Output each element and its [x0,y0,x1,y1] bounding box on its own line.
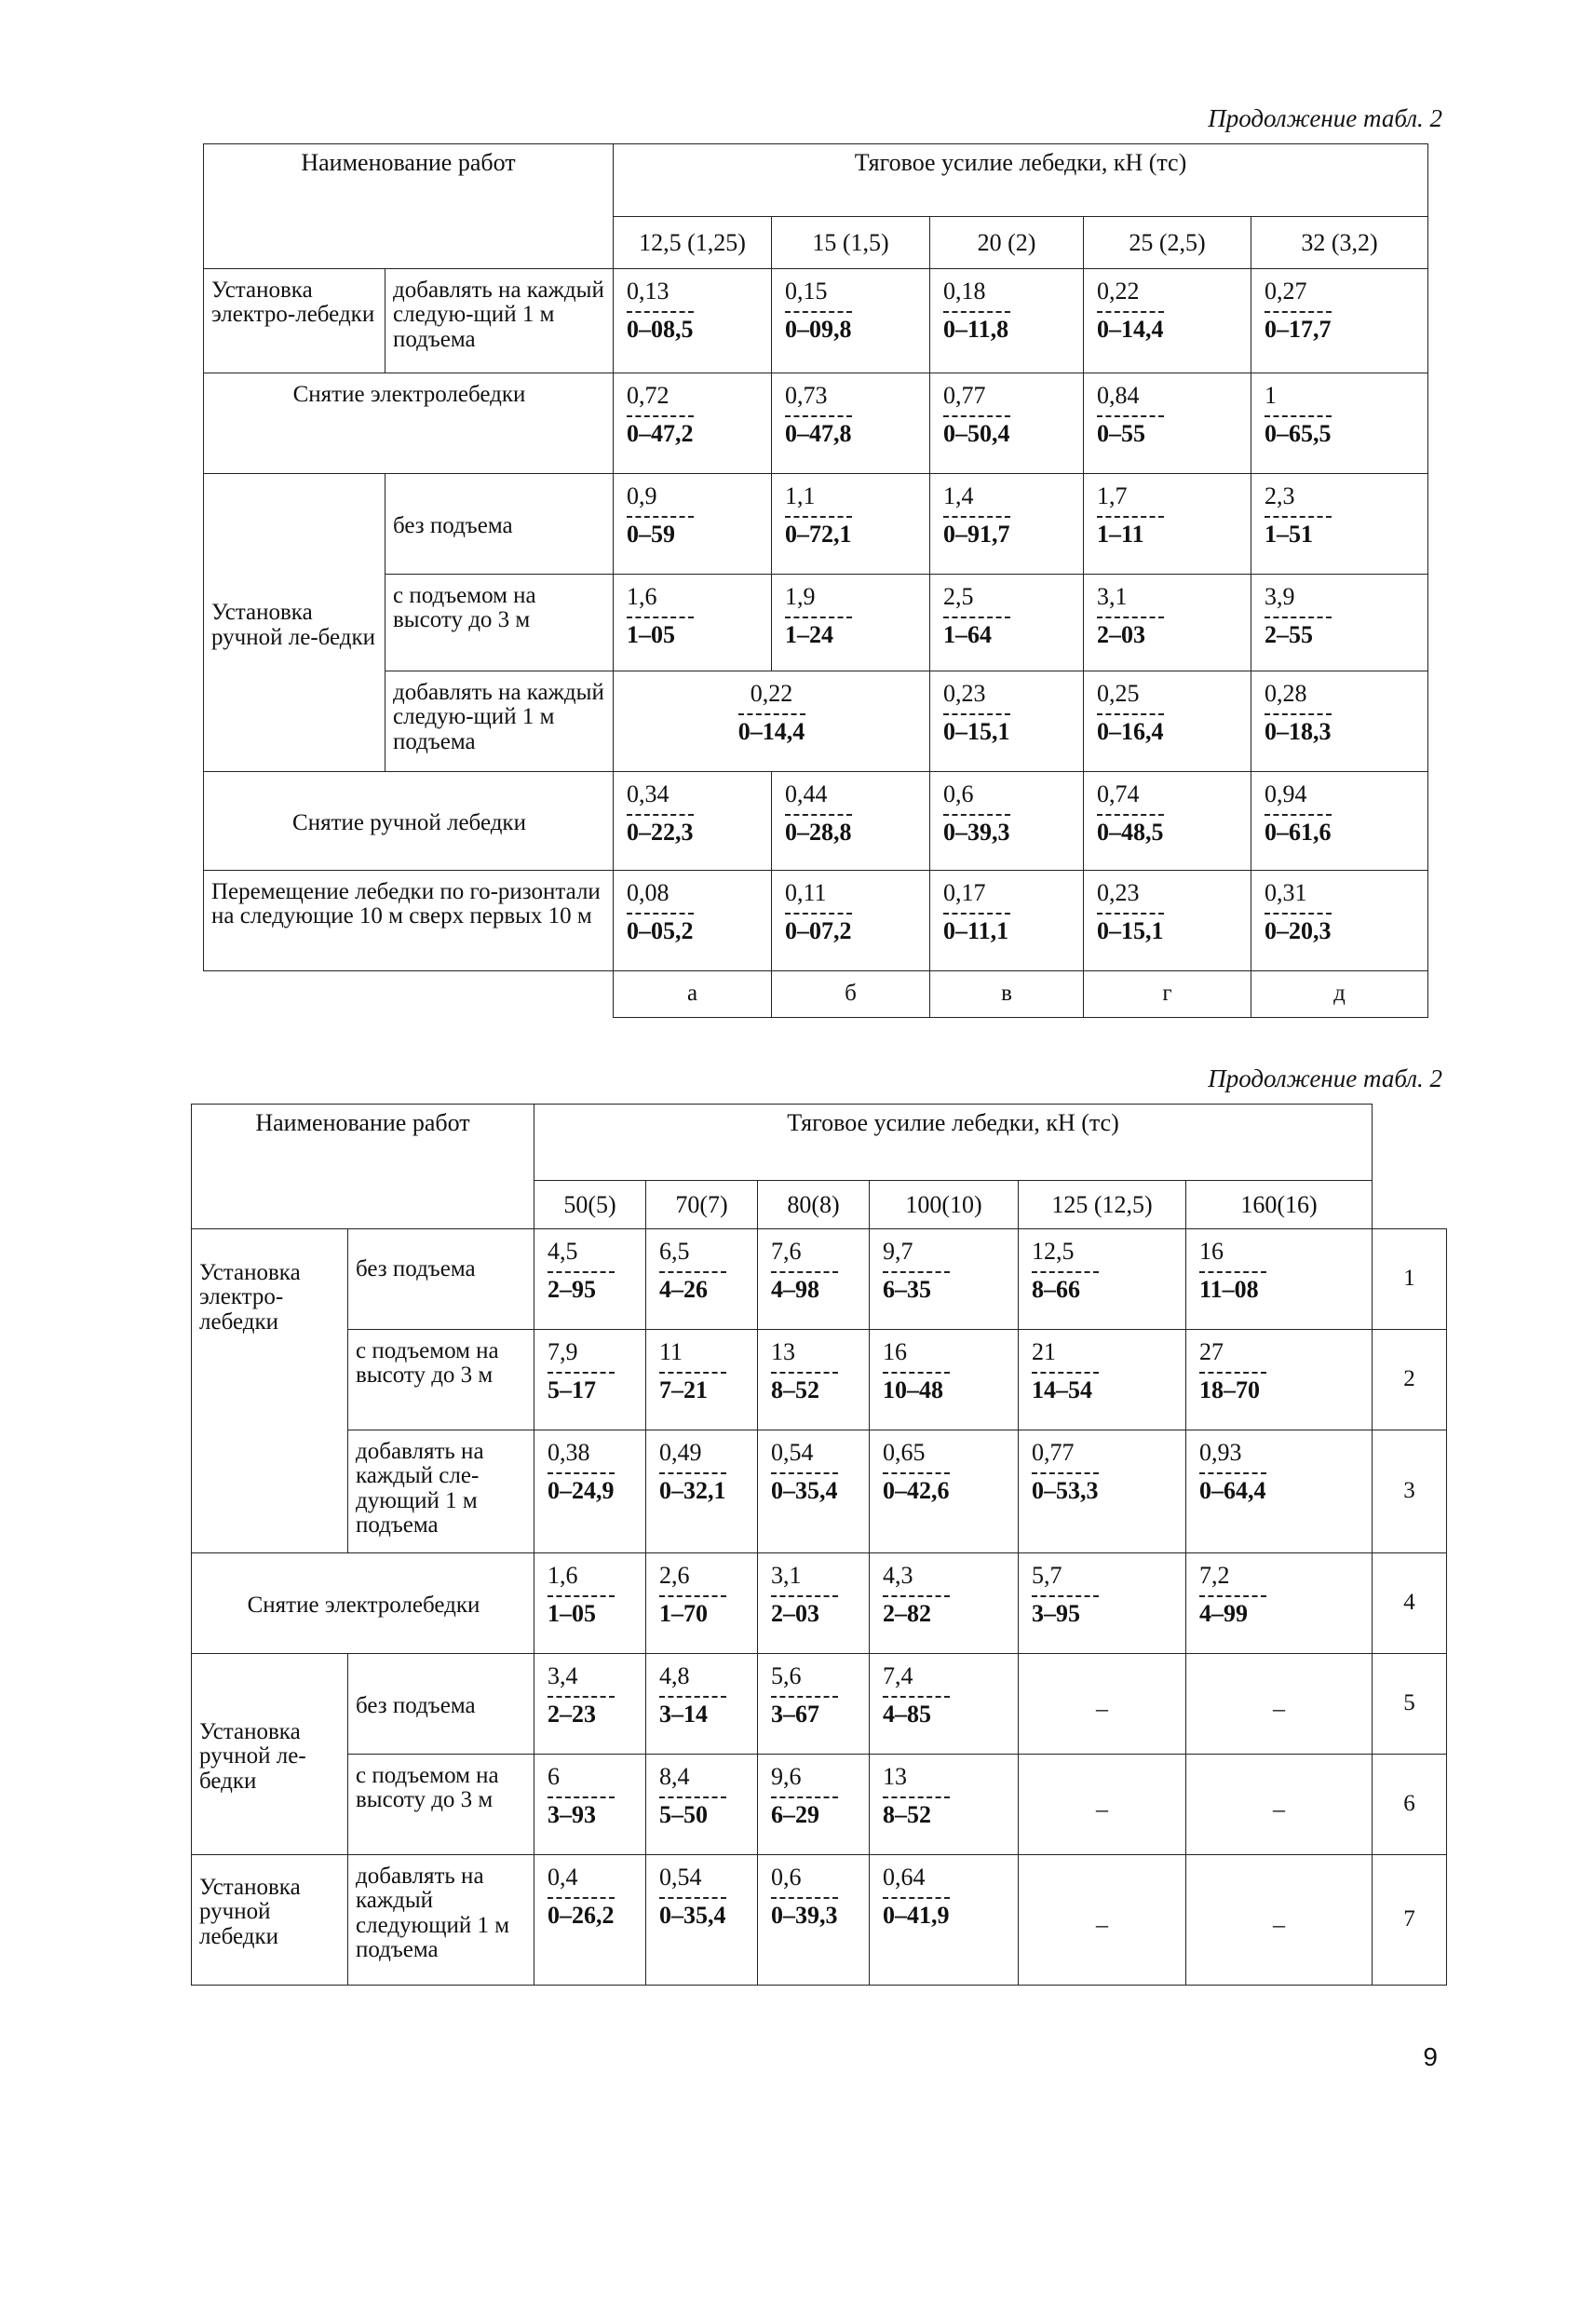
table-row [192,1553,1447,1654]
empty-dash-cell: – [1019,1654,1186,1755]
value-cell: $\frac{3,9}{2-55}$ [1251,575,1428,671]
work-label: Снятие электролебедки [204,373,614,474]
column-header: 70(7) [646,1181,758,1229]
column-letter: д [1251,971,1428,1018]
subwork-label: добавлять на каждый сле-дующий 1 м подъема [348,1430,534,1553]
value-cell: $\frac{0,65}{0-42,6}$ [870,1430,1019,1553]
row-number: 5 [1373,1654,1447,1755]
value-cell: $\frac{1,6}{1-05}$ [614,575,772,671]
subwork-label: с подъемом на высоту до 3 м [348,1755,534,1855]
value-cell: $\frac{11}{7-21}$ [646,1330,758,1430]
value-cell: $\frac{0,6}{0-39,3}$ [930,772,1084,871]
value-cell: $\frac{6,5}{4-26}$ [646,1229,758,1330]
table-row [204,474,1428,575]
value-cell: $\frac{7,6}{4-98}$ [758,1229,870,1330]
subwork-label: с подъемом на высоту до 3 м [348,1330,534,1430]
value-cell: $\frac{16}{10-48}$ [870,1330,1019,1430]
header-work-name: Наименование работ [204,144,614,269]
norms-table-1 [203,143,1428,1018]
table-row [192,1855,1447,1986]
column-header: 12,5 (1,25) [614,217,772,269]
subwork-label: без подъема [385,474,614,575]
column-header: 80(8) [758,1181,870,1229]
value-cell: $\frac{0,6}{0-39,3}$ [758,1855,870,1986]
subwork-label: без подъема [348,1229,534,1330]
page-number: 9 [1423,2042,1438,2071]
table-row [192,1755,1447,1855]
value-cell: $\frac{0,84}{0-55}$ [1084,373,1251,474]
header-work-name: Наименование работ [192,1105,534,1229]
value-cell: $\frac{0,38}{0-24,9}$ [534,1430,646,1553]
value-cell: $\frac{0,54}{0-35,4}$ [758,1430,870,1553]
table-row [192,1654,1447,1755]
header-traction-force: Тяговое усилие лебедки, кН (тс) [534,1105,1373,1181]
table-row [204,269,1428,373]
subwork-label: добавлять на каждый следую-щий 1 м подъема [385,671,614,772]
value-cell: $\frac{13}{8-52}$ [870,1755,1019,1855]
table-row [192,1229,1447,1330]
value-cell: $\frac{13}{8-52}$ [758,1330,870,1430]
value-cell: $\frac{0,64}{0-41,9}$ [870,1855,1019,1986]
column-header: 50(5) [534,1181,646,1229]
value-cell: $\frac{7,4}{4-85}$ [870,1654,1019,1755]
table-row [192,1430,1447,1553]
table-row [204,575,1428,671]
value-cell: $\frac{16}{11-08}$ [1186,1229,1373,1330]
value-cell: $\frac{9,6}{6-29}$ [758,1755,870,1855]
subwork-label: с подъемом на высоту до 3 м [385,575,614,671]
value-cell: $\frac{1,1}{0-72,1}$ [772,474,930,575]
table-row [204,871,1428,971]
group-label: Установка ручной лебедки [192,1855,348,1986]
column-header: 100(10) [870,1181,1019,1229]
value-cell: $\frac{0,23}{0-15,1}$ [930,671,1084,772]
column-letter-row [204,971,1428,1018]
value-cell: $\frac{0,44}{0-28,8}$ [772,772,930,871]
value-cell: $\frac{0,25}{0-16,4}$ [1084,671,1251,772]
value-cell: $\frac{3,4}{2-23}$ [534,1654,646,1755]
empty-dash-cell: – [1186,1855,1373,1986]
group-label: Установка ручной ле-бедки [204,474,385,772]
subwork-label: без подъема [348,1654,534,1755]
value-cell: $\frac{0,93}{0-64,4}$ [1186,1430,1373,1553]
row-number: 4 [1373,1553,1447,1654]
value-cell: $\frac{0,4}{0-26,2}$ [534,1855,646,1986]
work-label: Перемещение лебедки по го-ризонтали на следующие 10 м сверх первых 10 м [204,871,614,971]
row-number: 1 [1373,1229,1447,1330]
value-cell: $\frac{6}{3-93}$ [534,1755,646,1855]
value-cell: $\frac{0,9}{0-59}$ [614,474,772,575]
empty-dash-cell: – [1019,1855,1186,1986]
norms-table-2 [191,1104,1447,1986]
value-cell: $\frac{0,72}{0-47,2}$ [614,373,772,474]
column-letter: а [614,971,772,1018]
value-cell: $\frac{0,94}{0-61,6}$ [1251,772,1428,871]
value-cell-merged: $\frac{0,22}{0-14,4}$ [614,671,930,772]
empty-dash-cell: – [1019,1755,1186,1855]
subwork-label: добавлять на каждый следую-щий 1 м подъема [385,269,614,373]
column-header: 15 (1,5) [772,217,930,269]
value-cell: $\frac{5,6}{3-67}$ [758,1654,870,1755]
work-label: Снятие ручной лебедки [204,772,614,871]
column-letter: в [930,971,1084,1018]
table-row [204,373,1428,474]
value-cell: $\frac{0,17}{0-11,1}$ [930,871,1084,971]
value-cell: $\frac{2,3}{1-51}$ [1251,474,1428,575]
value-cell: $\frac{2,6}{1-70}$ [646,1553,758,1654]
empty-dash-cell: – [1186,1654,1373,1755]
value-cell: $\frac{8,4}{5-50}$ [646,1755,758,1855]
group-label: Установка ручной ле-бедки [192,1654,348,1855]
value-cell: $\frac{0,77}{0-50,4}$ [930,373,1084,474]
header-traction-force: Тяговое усилие лебедки, кН (тс) [614,144,1428,217]
value-cell: $\frac{0,34}{0-22,3}$ [614,772,772,871]
value-cell: $\frac{0,11}{0-07,2}$ [772,871,930,971]
value-cell: $\frac{1}{0-65,5}$ [1251,373,1428,474]
value-cell: $\frac{12,5}{8-66}$ [1019,1229,1186,1330]
table-row [192,1330,1447,1430]
value-cell: $\frac{0,74}{0-48,5}$ [1084,772,1251,871]
row-number: 7 [1373,1855,1447,1986]
value-cell: $\frac{0,08}{0-05,2}$ [614,871,772,971]
value-cell: $\frac{3,1}{2-03}$ [1084,575,1251,671]
row-number: 6 [1373,1755,1447,1855]
empty-dash-cell: – [1186,1755,1373,1855]
value-cell: $\frac{0,31}{0-20,3}$ [1251,871,1428,971]
value-cell: $\frac{0,73}{0-47,8}$ [772,373,930,474]
table-row [204,772,1428,871]
value-cell: $\frac{0,13}{0-08,5}$ [614,269,772,373]
column-header: 160(16) [1186,1181,1373,1229]
value-cell: $\frac{3,1}{2-03}$ [758,1553,870,1654]
value-cell: $\frac{1,4}{0-91,7}$ [930,474,1084,575]
value-cell: $\frac{7,2}{4-99}$ [1186,1553,1373,1654]
value-cell: $\frac{27}{18-70}$ [1186,1330,1373,1430]
work-label: Снятие электролебедки [192,1553,534,1654]
value-cell: $\frac{4,5}{2-95}$ [534,1229,646,1330]
table-caption: Продолжение табл. 2 [1208,1064,1442,1092]
table-caption: Продолжение табл. 2 [1208,104,1442,132]
value-cell: $\frac{1,9}{1-24}$ [772,575,930,671]
subwork-label: добавлять на каждый следующий 1 м подъема [348,1855,534,1986]
value-cell: $\frac{0,77}{0-53,3}$ [1019,1430,1186,1553]
column-header: 32 (3,2) [1251,217,1428,269]
value-cell: $\frac{1,6}{1-05}$ [534,1553,646,1654]
value-cell: $\frac{0,23}{0-15,1}$ [1084,871,1251,971]
value-cell: $\frac{2,5}{1-64}$ [930,575,1084,671]
value-cell: $\frac{0,15}{0-09,8}$ [772,269,930,373]
value-cell: $\frac{9,7}{6-35}$ [870,1229,1019,1330]
column-letter: б [772,971,930,1018]
value-cell: $\frac{1,7}{1-11}$ [1084,474,1251,575]
row-number: 3 [1373,1430,1447,1553]
value-cell: $\frac{0,27}{0-17,7}$ [1251,269,1428,373]
value-cell: $\frac{5,7}{3-95}$ [1019,1553,1186,1654]
value-cell: $\frac{0,49}{0-32,1}$ [646,1430,758,1553]
value-cell: $\frac{0,18}{0-11,8}$ [930,269,1084,373]
row-number: 2 [1373,1330,1447,1430]
table-row [204,671,1428,772]
value-cell: $\frac{7,9}{5-17}$ [534,1330,646,1430]
column-header: 25 (2,5) [1084,217,1251,269]
column-letter: г [1084,971,1251,1018]
value-cell: $\frac{0,22}{0-14,4}$ [1084,269,1251,373]
column-header: 125 (12,5) [1019,1181,1186,1229]
value-cell: $\frac{0,54}{0-35,4}$ [646,1855,758,1986]
value-cell: $\frac{4,8}{3-14}$ [646,1654,758,1755]
group-label: Установка электро-лебедки [192,1229,348,1553]
value-cell: $\frac{21}{14-54}$ [1019,1330,1186,1430]
value-cell: $\frac{4,3}{2-82}$ [870,1553,1019,1654]
column-header: 20 (2) [930,217,1084,269]
group-label: Установка электро-лебедки [204,269,385,373]
value-cell: $\frac{0,28}{0-18,3}$ [1251,671,1428,772]
